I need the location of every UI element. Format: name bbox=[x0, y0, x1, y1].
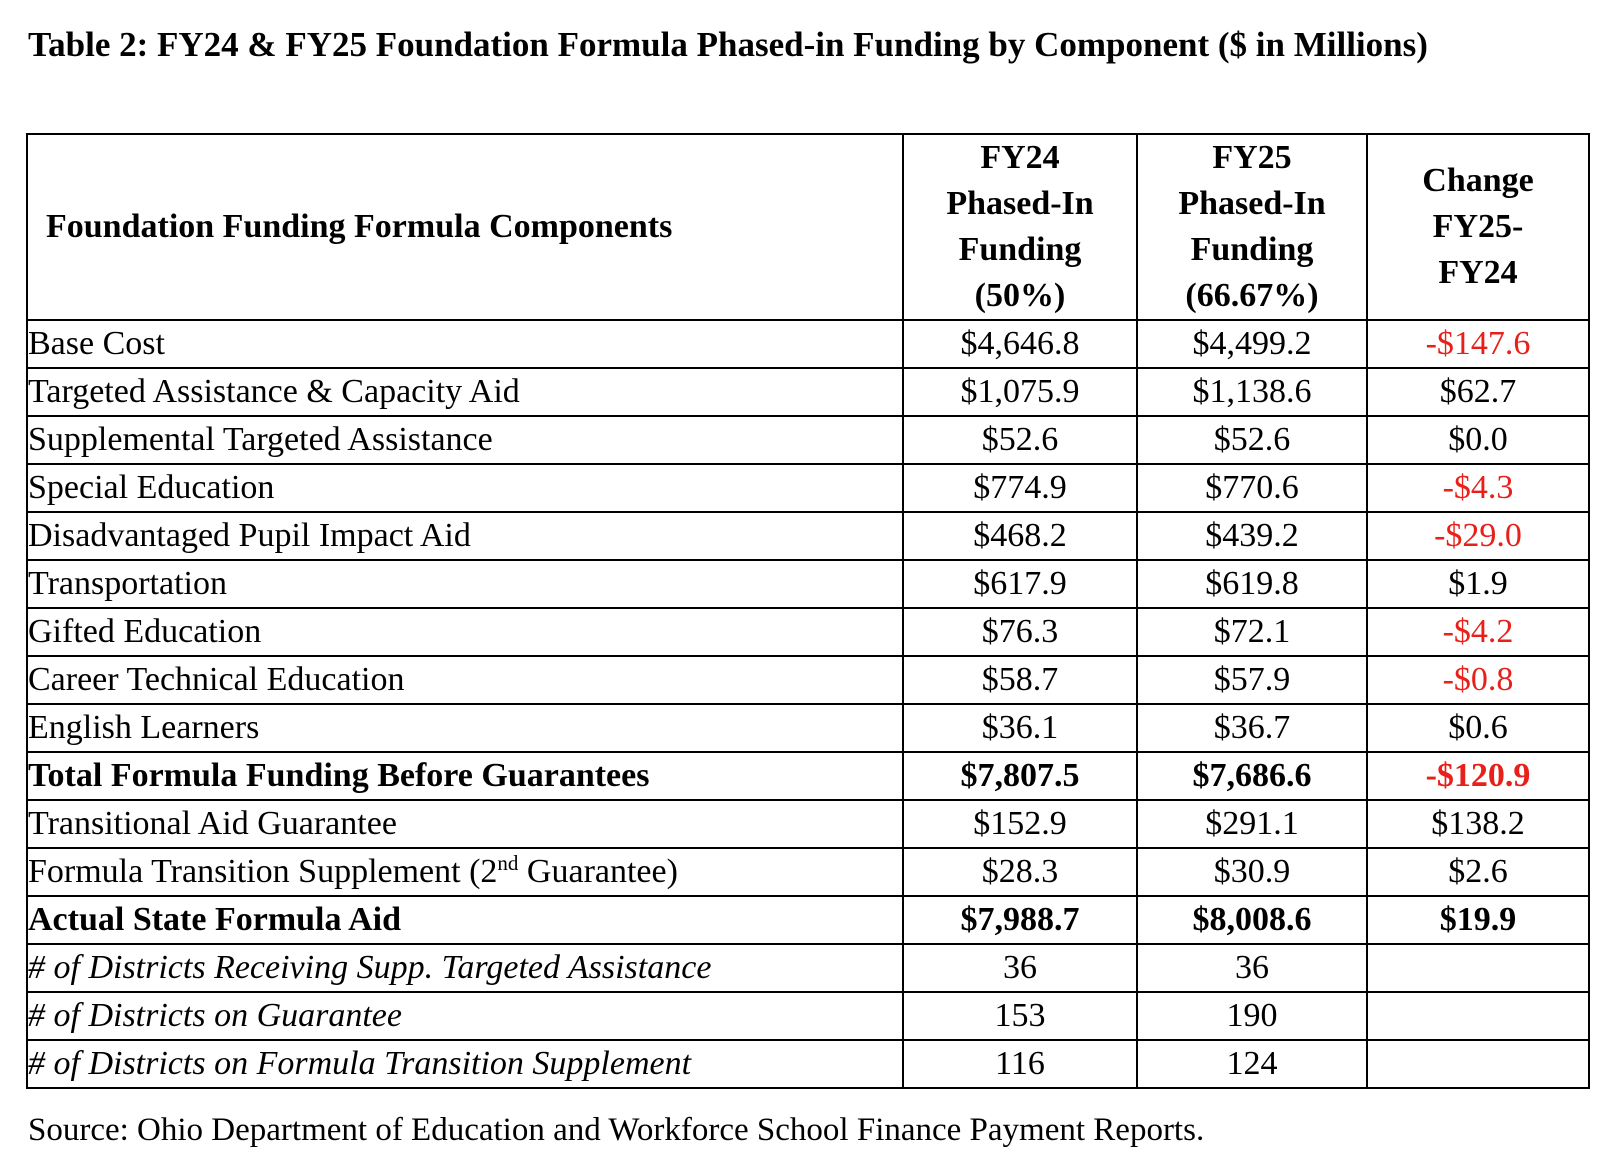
fy24-value: 36 bbox=[903, 944, 1137, 992]
fy24-value: $152.9 bbox=[903, 800, 1137, 848]
row-label: Special Education bbox=[27, 464, 903, 512]
table-row bbox=[27, 560, 1589, 608]
fy25-value: $1,138.6 bbox=[1137, 368, 1367, 416]
table-row bbox=[27, 608, 1589, 656]
header-change-line: FY24 bbox=[1438, 254, 1518, 291]
row-label bbox=[27, 848, 903, 896]
header-fy25-line: FY25 bbox=[1212, 139, 1292, 176]
table-row bbox=[27, 1040, 1589, 1088]
header-fy25 bbox=[1137, 134, 1367, 320]
row-label: Disadvantaged Pupil Impact Aid bbox=[27, 512, 903, 560]
fy24-value: $36.1 bbox=[903, 704, 1137, 752]
row-label: # of Districts Receiving Supp. Targeted Assistance bbox=[27, 944, 903, 992]
fy25-value: $439.2 bbox=[1137, 512, 1367, 560]
fy24-value: 153 bbox=[903, 992, 1137, 1040]
funding-table bbox=[26, 133, 1590, 1089]
fy25-value: $4,499.2 bbox=[1137, 320, 1367, 368]
table-row bbox=[27, 944, 1589, 992]
header-fy24-line: (50%) bbox=[974, 277, 1066, 314]
header-components: Foundation Funding Formula Components bbox=[27, 134, 903, 320]
table-row bbox=[27, 416, 1589, 464]
change-value: $62.7 bbox=[1367, 368, 1589, 416]
fy24-value: $468.2 bbox=[903, 512, 1137, 560]
fy24-value: $58.7 bbox=[903, 656, 1137, 704]
fy25-value: 36 bbox=[1137, 944, 1367, 992]
table-row bbox=[27, 656, 1589, 704]
row-label-part: Formula Transition Supplement (2 bbox=[28, 853, 498, 890]
fy25-value: 124 bbox=[1137, 1040, 1367, 1088]
row-label: Supplemental Targeted Assistance bbox=[27, 416, 903, 464]
header-fy25-line: (66.67%) bbox=[1185, 277, 1319, 314]
table-row bbox=[27, 320, 1589, 368]
table-title: Table 2: FY24 & FY25 Foundation Formula Phased-in Funding by Component ($ in Millions) bbox=[28, 25, 1428, 64]
header-fy25-line: Phased-In bbox=[1178, 185, 1326, 222]
fy24-value: $76.3 bbox=[903, 608, 1137, 656]
header-fy24-line: FY24 bbox=[980, 139, 1060, 176]
change-value: -$4.2 bbox=[1367, 608, 1589, 656]
table-row bbox=[27, 368, 1589, 416]
change-value: $0.6 bbox=[1367, 704, 1589, 752]
table-row bbox=[27, 800, 1589, 848]
header-fy24-line: Funding bbox=[958, 231, 1082, 268]
fy24-value: $7,988.7 bbox=[903, 896, 1137, 944]
table-row bbox=[27, 992, 1589, 1040]
change-value: -$120.9 bbox=[1367, 752, 1589, 800]
change-value: -$29.0 bbox=[1367, 512, 1589, 560]
header-fy24-line: Phased-In bbox=[946, 185, 1094, 222]
fy25-value: $52.6 bbox=[1137, 416, 1367, 464]
header-change bbox=[1367, 134, 1589, 320]
change-value: -$4.3 bbox=[1367, 464, 1589, 512]
fy25-value: $770.6 bbox=[1137, 464, 1367, 512]
fy24-value: $4,646.8 bbox=[903, 320, 1137, 368]
fy25-value: $7,686.6 bbox=[1137, 752, 1367, 800]
fy25-value: $619.8 bbox=[1137, 560, 1367, 608]
row-label: Career Technical Education bbox=[27, 656, 903, 704]
total-row bbox=[27, 752, 1589, 800]
change-value: $1.9 bbox=[1367, 560, 1589, 608]
change-value: $138.2 bbox=[1367, 800, 1589, 848]
fy24-value: $617.9 bbox=[903, 560, 1137, 608]
fy24-value: 116 bbox=[903, 1040, 1137, 1088]
source-note: Source: Ohio Department of Education and Workforce School Finance Payment Reports. bbox=[28, 1112, 1205, 1148]
row-label: Gifted Education bbox=[27, 608, 903, 656]
header-fy25-line: Funding bbox=[1190, 231, 1314, 268]
fy25-value: $57.9 bbox=[1137, 656, 1367, 704]
table-row bbox=[27, 512, 1589, 560]
change-value bbox=[1367, 992, 1589, 1040]
fy24-value: $52.6 bbox=[903, 416, 1137, 464]
fy25-value: $8,008.6 bbox=[1137, 896, 1367, 944]
change-value: $19.9 bbox=[1367, 896, 1589, 944]
fy25-value: $30.9 bbox=[1137, 848, 1367, 896]
header-row bbox=[27, 134, 1589, 320]
row-label: Transportation bbox=[27, 560, 903, 608]
fy24-value: $28.3 bbox=[903, 848, 1137, 896]
ordinal-suffix: nd bbox=[497, 851, 519, 875]
table-row bbox=[27, 464, 1589, 512]
fy24-value: $1,075.9 bbox=[903, 368, 1137, 416]
row-label: Total Formula Funding Before Guarantees bbox=[27, 752, 903, 800]
row-label: Actual State Formula Aid bbox=[27, 896, 903, 944]
fy25-value: 190 bbox=[1137, 992, 1367, 1040]
change-value: $0.0 bbox=[1367, 416, 1589, 464]
table-row bbox=[27, 704, 1589, 752]
change-value: -$0.8 bbox=[1367, 656, 1589, 704]
header-fy24 bbox=[903, 134, 1137, 320]
change-value bbox=[1367, 1040, 1589, 1088]
row-label-part: Guarantee) bbox=[518, 853, 678, 890]
fy25-value: $72.1 bbox=[1137, 608, 1367, 656]
table-row bbox=[27, 848, 1589, 896]
total-row bbox=[27, 896, 1589, 944]
fy24-value: $774.9 bbox=[903, 464, 1137, 512]
row-label: Base Cost bbox=[27, 320, 903, 368]
row-label: Transitional Aid Guarantee bbox=[27, 800, 903, 848]
fy25-value: $36.7 bbox=[1137, 704, 1367, 752]
row-label: English Learners bbox=[27, 704, 903, 752]
change-value: $2.6 bbox=[1367, 848, 1589, 896]
change-value bbox=[1367, 944, 1589, 992]
change-value: -$147.6 bbox=[1367, 320, 1589, 368]
header-change-line: Change bbox=[1422, 162, 1534, 199]
fy24-value: $7,807.5 bbox=[903, 752, 1137, 800]
row-label: # of Districts on Guarantee bbox=[27, 992, 903, 1040]
row-label: # of Districts on Formula Transition Supplement bbox=[27, 1040, 903, 1088]
fy25-value: $291.1 bbox=[1137, 800, 1367, 848]
row-label: Targeted Assistance & Capacity Aid bbox=[27, 368, 903, 416]
header-change-line: FY25- bbox=[1432, 208, 1524, 245]
